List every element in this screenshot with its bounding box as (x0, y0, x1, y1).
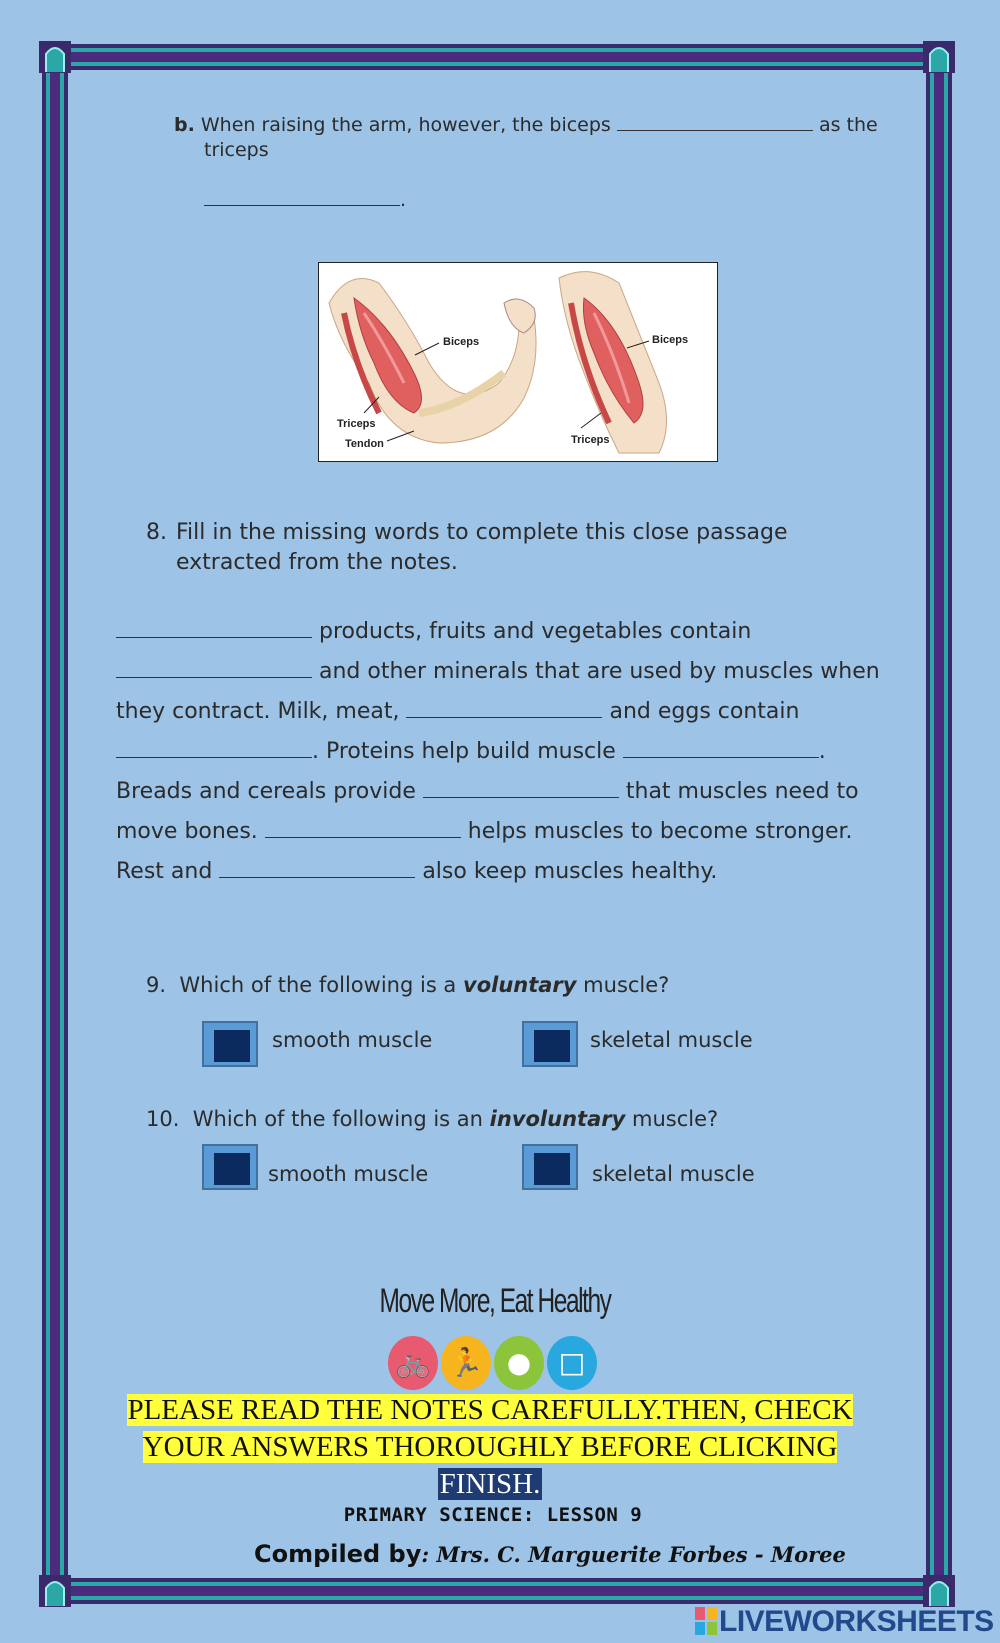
lesson-title: PRIMARY SCIENCE: LESSON 9 (343, 1504, 643, 1526)
passage-text-5a: Breads and cereals provide (116, 779, 416, 804)
apple-icon: ● (494, 1336, 544, 1390)
blank-triceps-action[interactable] (204, 187, 400, 206)
passage-text-2: and other minerals that are used by muscles when (319, 659, 880, 684)
q9-option-skeletal-checkbox[interactable] (522, 1021, 578, 1067)
passage-line-3 (116, 697, 799, 727)
water-glass-icon: □ (547, 1336, 597, 1390)
label-triceps-right: Triceps (571, 434, 610, 446)
question-10-text-after: muscle? (631, 1107, 719, 1131)
frame-bottom-border (48, 1578, 948, 1604)
passage-text-3a: they contract. Milk, meat, (116, 699, 400, 724)
question-8 (146, 518, 788, 578)
question-10 (146, 1106, 718, 1132)
frame-corner-ornament (38, 40, 72, 74)
question-9-text: Which of the following is a (179, 973, 457, 997)
liveworksheets-brand[interactable] (695, 1605, 994, 1641)
notice-finish: FINISH. (439, 1468, 541, 1500)
notice-line-2: YOUR ANSWERS THOROUGHLY BEFORE CLICKING (142, 1431, 838, 1463)
question-9-text-after: muscle? (583, 973, 670, 997)
question-b (174, 112, 878, 213)
question-10-number: 10. (146, 1107, 180, 1131)
passage-line-2 (116, 657, 880, 687)
runner-icon: 🏃 (441, 1336, 491, 1390)
passage-text-6b: helps muscles to become stronger. (467, 819, 853, 844)
passage-line-1 (116, 617, 751, 647)
label-biceps-right: Biceps (652, 334, 689, 346)
passage-text-7b: also keep muscles healthy. (422, 859, 718, 884)
blank-passage-8[interactable] (219, 859, 415, 878)
blank-biceps-action[interactable] (617, 112, 813, 131)
frame-corner-ornament (922, 40, 956, 74)
frame-corner-ornament (922, 1574, 956, 1608)
blank-passage-2[interactable] (116, 659, 312, 678)
q10-option-smooth-label: smooth muscle (268, 1162, 429, 1186)
label-tendon: Tendon (345, 438, 384, 450)
compiled-by (254, 1540, 846, 1568)
question-b-text-3: triceps (204, 139, 269, 161)
label-biceps-left: Biceps (443, 336, 480, 348)
question-9-emphasis: voluntary (463, 973, 577, 997)
passage-text-4b: . (818, 739, 826, 764)
q10-option-skeletal-checkbox[interactable] (522, 1144, 578, 1190)
q10-option-smooth-checkbox[interactable] (202, 1144, 258, 1190)
blank-passage-5[interactable] (623, 739, 819, 758)
label-triceps-left: Triceps (337, 418, 376, 430)
bicycle-icon: 🚲 (388, 1336, 438, 1390)
question-9-number: 9. (146, 973, 167, 997)
q9-option-skeletal-label: skeletal muscle (590, 1028, 753, 1052)
question-8-line2: extracted from the notes. (176, 550, 458, 575)
frame-corner-ornament (38, 1574, 72, 1608)
passage-text-3b: and eggs contain (609, 699, 800, 724)
q10-option-skeletal-label: skeletal muscle (592, 1162, 755, 1186)
liveworksheets-logo-icon (695, 1607, 717, 1635)
instructions-notice (100, 1392, 880, 1503)
frame-top-border (48, 44, 948, 70)
question-8-number: 8. (146, 520, 167, 545)
blank-passage-1[interactable] (116, 619, 312, 638)
passage-text-5b: that muscles need to (625, 779, 859, 804)
passage-text-7a: Rest and (116, 859, 213, 884)
passage-text-4a: . Proteins help build muscle (312, 739, 616, 764)
blank-passage-7[interactable] (265, 819, 461, 838)
question-b-label: b. (174, 114, 195, 136)
blank-passage-6[interactable] (423, 779, 619, 798)
blank-passage-3[interactable] (406, 699, 602, 718)
frame-right-border (926, 48, 952, 1600)
passage-line-4 (116, 737, 826, 767)
frame-left-border (42, 48, 68, 1600)
question-10-text: Which of the following is an (192, 1107, 483, 1131)
blank-passage-4[interactable] (116, 739, 312, 758)
question-10-emphasis: involuntary (489, 1107, 626, 1131)
question-9 (146, 972, 669, 998)
question-b-end: . (400, 189, 407, 211)
question-b-text-2: as the (818, 114, 878, 136)
q9-option-smooth-label: smooth muscle (272, 1028, 433, 1052)
arm-muscle-diagram (318, 262, 718, 462)
passage-text-6a: move bones. (116, 819, 258, 844)
arm-muscle-illustration (319, 263, 717, 461)
passage-text-1: products, fruits and vegetables contain (319, 619, 752, 644)
q9-option-smooth-checkbox[interactable] (202, 1021, 258, 1067)
compiled-label: Compiled by (254, 1540, 422, 1568)
compiled-author: : Mrs. C. Marguerite Forbes - Moree (421, 1542, 846, 1567)
liveworksheets-text: LIVEWORKSHEETS (719, 1605, 994, 1638)
passage-line-7 (116, 857, 717, 887)
motto-title: Move More, Eat Healthy (379, 1282, 611, 1320)
question-8-line1: Fill in the missing words to complete this close passage (176, 520, 788, 545)
question-b-text-1: When raising the arm, however, the biceps (200, 114, 611, 136)
notice-line-1: PLEASE READ THE NOTES CAREFULLY.THEN, CHECK (127, 1394, 853, 1426)
passage-line-5 (116, 777, 859, 807)
passage-line-6 (116, 817, 853, 847)
